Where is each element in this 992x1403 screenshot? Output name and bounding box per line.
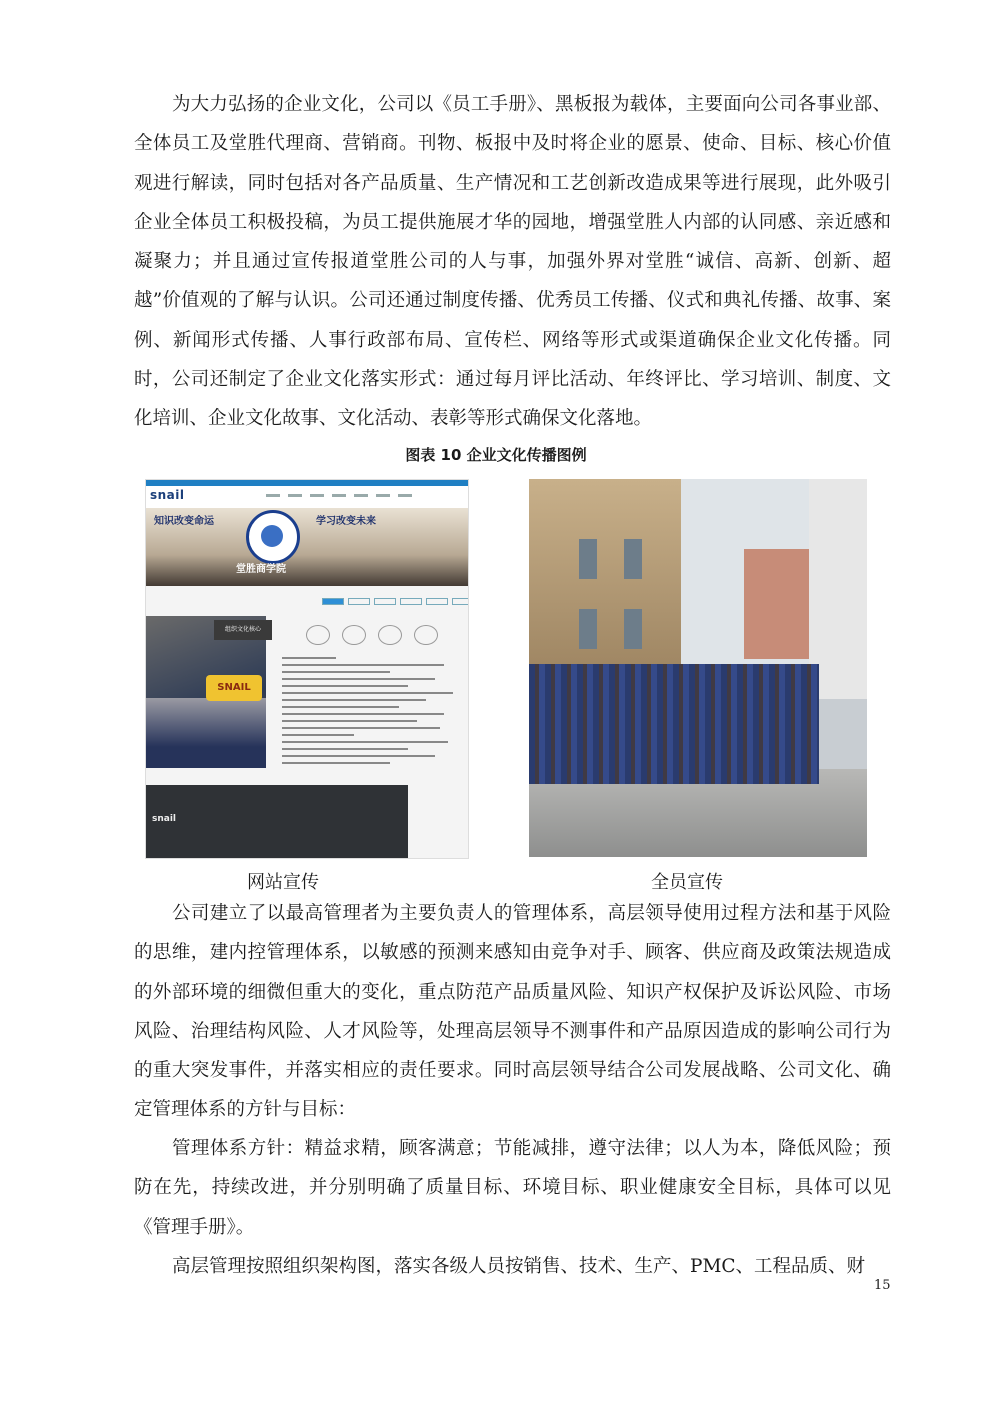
photo-window [579,609,597,649]
snail-sign: SNAIL [206,675,262,701]
site-text-block [282,652,462,769]
paragraph-corporate-culture: 为大力弘扬的企业文化，公司以《员工手册》、黑板报为载体，主要面向公司各事业部、全体员工及堂胜代理商、营销商。刊物、板报中及时将企业的愿景、使命、目标、核心价值观进行解读，同时包括对各产品质量、生产情况和工艺创新改造成果等进行展现，此外吸引企业全体员工积极投稿，为员工提供施展才华的园地，增强堂胜人内部的认同感、亲近感和凝聚力；并且通过宣传报道堂胜公司的人与事，加强外界对堂胜“诚信、高新、创新、超越”价值观的了解与认识。公司还通过制度传播、优秀员工传播、仪式和典礼传播、故事、案例、新闻形式传播、人事行政部布局、宣传栏、网络等形式或渠道确保企业文化传播。同时，公司还制定了企业文化落实形式：通过每月评比活动、年终评比、学习培训、制度、文化培训、企业文化故事、文化活动、表彰等形式确保文化落地。 [134,94,891,430]
site-side-label: 组织文化核心 [214,620,272,640]
label-website-promotion: 网站宣传 [247,872,319,893]
site-footer [146,785,408,858]
photo-window [624,609,642,649]
paragraph-senior-management: 高层管理按照组织架构图，落实各级人员按销售、技术、生产、PMC、工程品质、财 [172,1256,866,1277]
banner-slogan-left: 知识改变命运 [154,516,214,527]
site-nav-bar [146,486,468,508]
site-footer-logo: snail [152,814,177,824]
paragraph-management-system: 公司建立了以最高管理者为主要负责人的管理体系，高层领导使用过程方法和基于风险的思维，建内控管理体系，以敏感的预测来感知由竞争对手、顾客、供应商及政策法规造成的外部环境的细微但重大的变化，重点防范产品质量风险、知识产权保护及诉讼风险、市场风险、治理结构风险、人才风险等，处理高层领导不测事件和产品原因造成的影响公司行为的重大突发事件，并落实相应的责任要求。同时高层领导结合公司发展战略、公司文化、确定管理体系的方针与目标： [134,903,891,1121]
paragraph-management-policy: 管理体系方针：精益求精，顾客满意；节能减排，遵守法律；以人为本，降低风险；预防在先，持续改进，并分别明确了质量目标、环境目标、职业健康安全目标，具体可以见《管理手册》。 [134,1138,891,1238]
staff-assembly-photo [529,479,867,857]
site-photo-team [146,698,266,768]
photo-building-left [529,479,681,679]
site-tabs [322,598,469,605]
banner-slogan-right: 学习改变未来 [316,516,376,527]
label-all-staff-promotion: 全员宣传 [651,872,723,893]
banner-seal-text: 堂胜商学院 [236,564,286,575]
figure-caption: 图表 10 企业文化传播图例 [405,446,587,464]
photo-window [624,539,642,579]
photo-crowd [529,664,819,784]
photo-window [579,539,597,579]
site-circle-buttons [306,625,438,645]
site-logo: snail [150,488,185,502]
site-nav-items [266,494,412,497]
academy-seal-icon [246,510,300,564]
page-number: 15 [874,1278,891,1293]
website-screenshot-image [145,479,469,859]
